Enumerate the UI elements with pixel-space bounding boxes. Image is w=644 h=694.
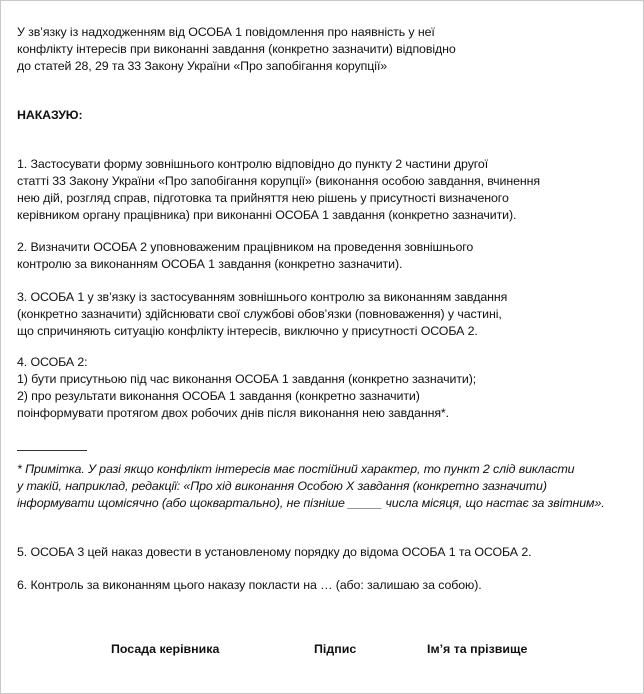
item-3-line: (конкретно зазначити) здійснювати свої службові обов’язки (повноваження) у частині, (17, 307, 502, 321)
item-2-line: 2. Визначити ОСОБА 2 уповноваженим працівником на проведення зовнішнього (17, 240, 474, 254)
note-line: * Примітка. У разі якщо конфлікт інтересів має постійний характер, то пункт 2 слід викласти (17, 462, 575, 476)
item-1-line: керівником органу працівника) при виконанні ОСОБА 1 завдання (конкретно зазначити). (17, 208, 517, 222)
item-4-line: поінформувати протягом двох робочих днів після виконання нею завдання*. (17, 406, 449, 420)
item-2-line: контролю за виконанням ОСОБА 1 завдання (конкретно зазначити). (17, 257, 403, 271)
preamble-line: У зв’язку із надходженням від ОСОБА 1 повідомлення про наявність у неї (17, 25, 435, 39)
item-5-line: 5. ОСОБА 3 цей наказ довести в установленому порядку до відома ОСОБА 1 та ОСОБА 2. (17, 545, 532, 559)
item-1-line: нею дій, розгляд справ, підготовка та прийняття нею рішень у присутності визначеного (17, 191, 509, 205)
note-line: у такій, наприклад, редакції: «Про хід виконання Особою Х завдання (конкретно зазначити) (17, 479, 547, 493)
item-3-line: 3. ОСОБА 1 у зв’язку із застосуванням зовнішнього контролю за виконанням завдання (17, 290, 508, 304)
footnote-separator (17, 450, 87, 451)
signature-name-label: Ім’я та прізвище (427, 642, 528, 656)
item-4-line: 1) бути присутньою під час виконання ОСОБА 1 завдання (конкретно зазначити); (17, 372, 477, 386)
item-4-line: 2) про результати виконання ОСОБА 1 завдання (конкретно зазначити) (17, 389, 420, 403)
item-1-line: 1. Застосувати форму зовнішнього контролю відповідно до пункту 2 частини другої (17, 157, 489, 171)
item-3-line: що спричиняють ситуацію конфлікту інтересів, виключно у присутності ОСОБА 2. (17, 324, 478, 338)
preamble-line: конфлікту інтересів при виконанні завдання (конкретно зазначити) відповідно (17, 42, 456, 56)
item-1-line: статті 33 Закону України «Про запобігання корупції» (виконання особою завдання, вчинення (17, 174, 540, 188)
preamble-line: до статей 28, 29 та 33 Закону України «Про запобігання корупції» (17, 59, 388, 73)
signature-position-label: Посада керівника (111, 642, 220, 656)
item-6-line: 6. Контроль за виконанням цього наказу покласти на … (або: залишаю за собою). (17, 578, 482, 592)
order-heading: НАКАЗУЮ: (17, 108, 83, 122)
signature-sign-label: Підпис (314, 642, 357, 656)
item-4-line: 4. ОСОБА 2: (17, 355, 88, 369)
note-line: інформувати щомісячно (або щоквартально), не пізніше _____ числа місяця, що настає за звітним». (17, 496, 605, 510)
